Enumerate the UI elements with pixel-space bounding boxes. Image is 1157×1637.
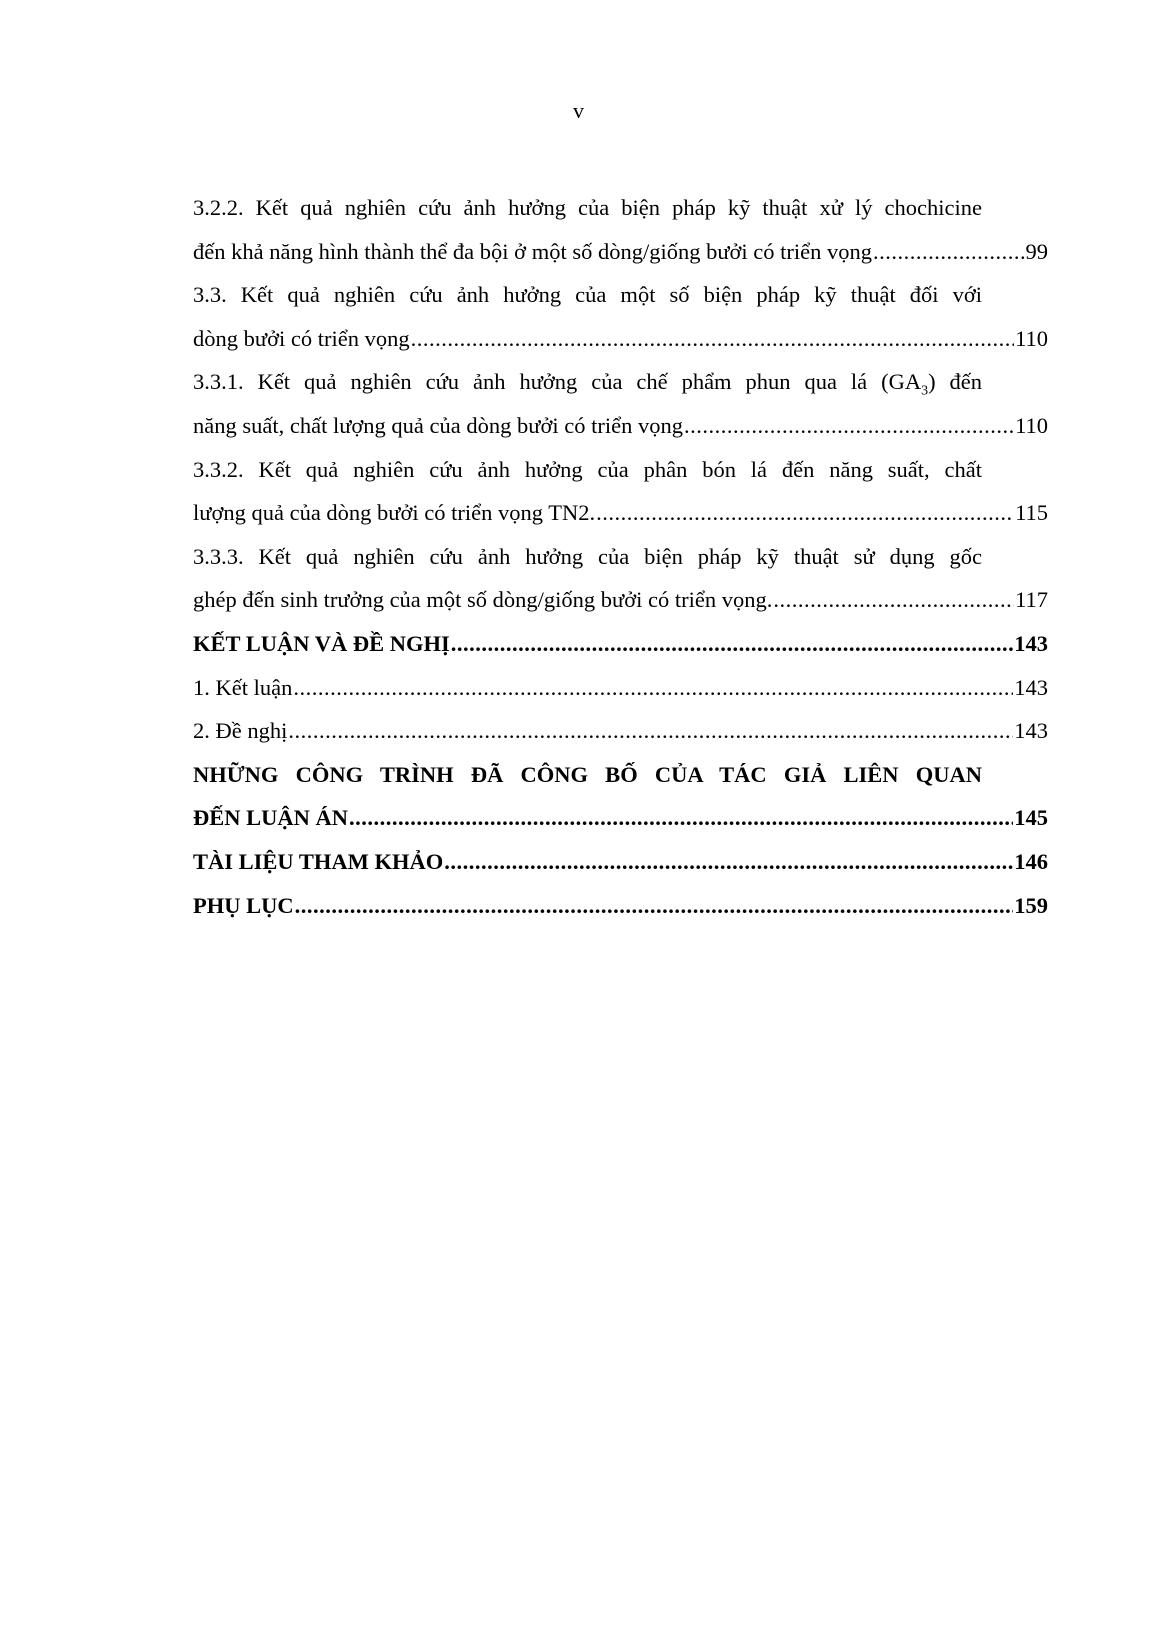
toc-entry-text: 2. Đề nghị	[193, 718, 288, 744]
page-number: v	[573, 98, 584, 123]
toc-page-number: 117	[1015, 587, 1048, 613]
toc-entry-conclusion	[193, 666, 1048, 710]
toc-entry-text: 3.2.2. Kết quả nghiên cứu ảnh hưởng của biện pháp kỹ thuật xử lý chochicine	[193, 195, 982, 220]
toc-entry-text: KẾT LUẬN VÀ ĐỀ NGHỊ	[193, 630, 450, 656]
dot-leader	[596, 491, 1014, 535]
toc-entry-text: lượng quả của dòng bưởi có triển vọng TN2.	[193, 500, 596, 526]
toc-entry-text: PHỤ LỤC	[193, 892, 294, 918]
toc-entry-text: 1. Kết luận	[193, 674, 293, 700]
dot-leader	[295, 884, 1014, 928]
toc-page-number: 159	[1014, 892, 1048, 918]
toc-entry-3-3	[193, 273, 1048, 360]
toc-entry-text: 3.3.1. Kết quả nghiên cứu ảnh hưởng của chế phẩm phun qua lá $(GA_3)$ đến	[193, 369, 982, 399]
dot-leader	[451, 622, 1014, 666]
dot-leader	[444, 840, 1013, 884]
toc-page-number: 146	[1014, 848, 1048, 874]
toc-entry-3-3-3	[193, 535, 1048, 622]
toc-page-number: 145	[1014, 805, 1048, 831]
toc-page-number: 115	[1015, 500, 1048, 526]
toc-entry-conclusions	[193, 622, 1048, 666]
dot-leader	[873, 230, 1024, 274]
toc-page-number: 143	[1014, 630, 1048, 656]
toc-entry-text: đến khả năng hình thành thể đa bội ở một số dòng/giống bưởi có triển vọng	[193, 238, 873, 264]
dot-leader	[288, 709, 1013, 753]
toc-page-number: 110	[1015, 412, 1048, 438]
toc-page-number: 143	[1014, 718, 1048, 744]
toc-entry-text: 3.3.3. Kết quả nghiên cứu ảnh hưởng của biện pháp kỹ thuật sử dụng gốc	[193, 543, 982, 569]
dot-leader	[293, 666, 1013, 710]
toc-entry-text: 3.3. Kết quả nghiên cứu ảnh hưởng của một số biện pháp kỹ thuật đối với	[193, 282, 982, 308]
toc-entry-text: TÀI LIỆU THAM KHẢO	[193, 848, 444, 874]
dot-leader	[773, 578, 1014, 622]
toc-entry-text: 3.3.2. Kết quả nghiên cứu ảnh hưởng của phân bón lá đến năng suất, chất	[193, 456, 982, 482]
toc-entry-text: năng suất, chất lượng quả của dòng bưởi có triển vọng	[193, 412, 683, 438]
toc-entry-references	[193, 840, 1048, 884]
toc-page-number: 99	[1025, 238, 1048, 264]
toc-entry-publications	[193, 753, 1048, 840]
table-of-contents	[193, 186, 1048, 927]
toc-entry-text: ĐẾN LUẬN ÁN	[193, 805, 349, 831]
toc-page-number: 143	[1014, 674, 1048, 700]
toc-page-number: 110	[1015, 325, 1048, 351]
dot-leader	[349, 796, 1013, 840]
toc-entry-text: dòng bưởi có triển vọng	[193, 325, 410, 351]
dot-leader	[684, 404, 1014, 448]
toc-entry-recommendation	[193, 709, 1048, 753]
toc-entry-3-2-2	[193, 186, 1048, 273]
dot-leader	[411, 317, 1015, 361]
toc-entry-text: ghép đến sinh trưởng của một số dòng/giống bưởi có triển vọng.	[193, 587, 773, 613]
subscript: 3	[921, 383, 929, 399]
toc-entry-appendix	[193, 884, 1048, 928]
toc-entry-3-3-1	[193, 360, 1048, 447]
toc-entry-text: NHỮNG CÔNG TRÌNH ĐÃ CÔNG BỐ CỦA TÁC GIẢ LIÊN QUAN	[193, 761, 982, 787]
toc-entry-3-3-2	[193, 448, 1048, 535]
